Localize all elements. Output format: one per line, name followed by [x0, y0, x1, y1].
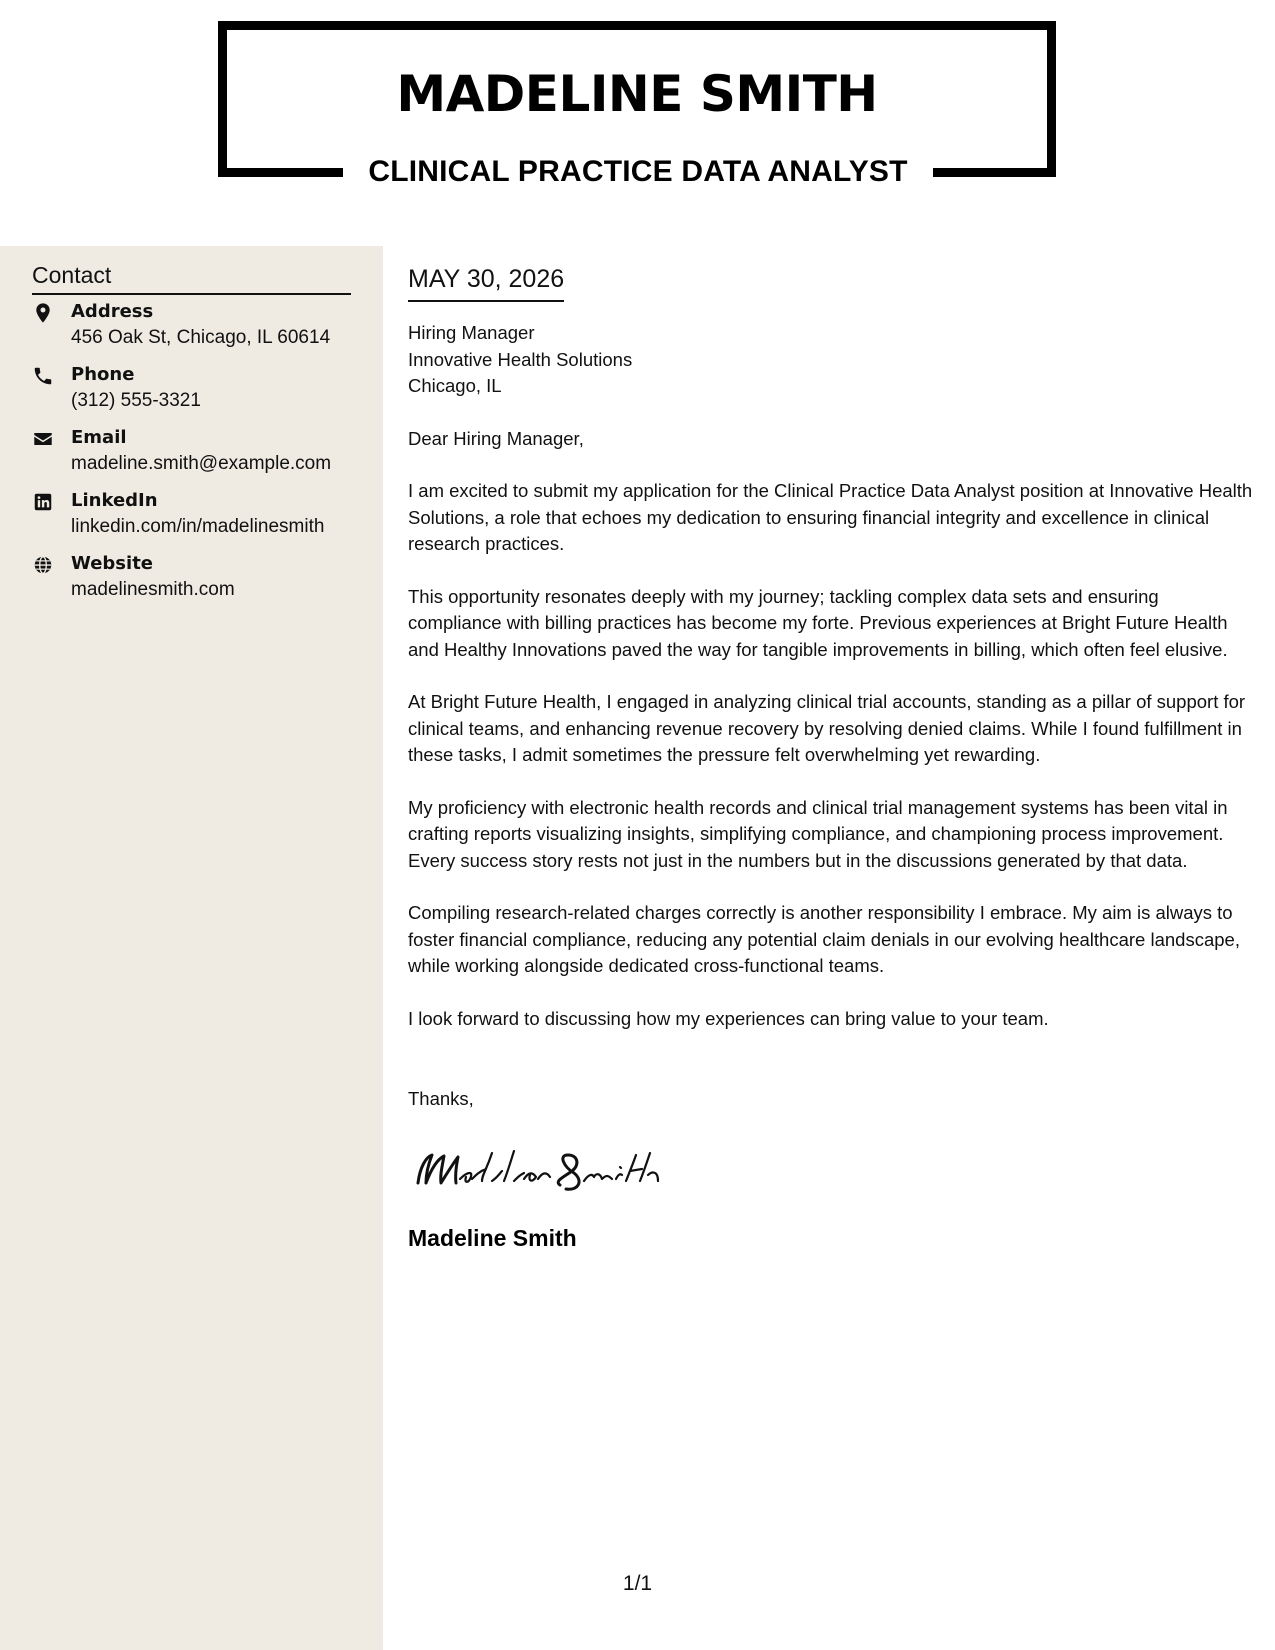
- letter-body: [408, 262, 1253, 1253]
- signer-name: Madeline Smith: [408, 1224, 577, 1251]
- body-paragraph: I am excited to submit my application for the Clinical Practice Data Analyst position at Innovative Health Solutions, a role that echoes my dedication to ensuring financial integrity and excellence in clinical research practices.: [408, 480, 1253, 554]
- contact-label: Email: [71, 427, 127, 448]
- salutation: Dear Hiring Manager,: [408, 427, 584, 449]
- body-paragraph: At Bright Future Health, I engaged in analyzing clinical trial accounts, standing as a pillar of support for clinical teams, and enhancing revenue recovery by resolving denied claims. While I found fulfillment in these tasks, I admit sometimes the pressure felt overwhelming yet rewarding.: [408, 691, 1246, 765]
- header-frame-bottom-left: [218, 168, 343, 177]
- body-paragraph: I look forward to discussing how my experiences can bring value to your team.: [408, 1007, 1049, 1029]
- contact-linkedin: [32, 489, 372, 541]
- recipient-line: Innovative Health Solutions: [408, 348, 633, 370]
- applicant-name: MADELINE SMITH: [396, 65, 878, 123]
- recipient-line: Hiring Manager: [408, 322, 535, 343]
- page-number: 1/1: [622, 1572, 653, 1595]
- globe-icon: [32, 554, 54, 576]
- contact-value: 456 Oak St, Chicago, IL 60614: [71, 327, 331, 348]
- contact-email: [32, 426, 372, 478]
- map-pin-icon: [32, 302, 54, 324]
- body-paragraph: This opportunity resonates deeply with my journey; tackling complex data sets and ensuring compliance with billing practices has become my forte. Previous experiences at Bright Future Health and Healthy Innovations paved the way for tangible improvements in billing, which often feel elusive.: [408, 585, 1228, 660]
- contact-address: [32, 300, 372, 352]
- body-paragraph: My proficiency with electronic health records and clinical trial management systems has been vital in crafting reports visualizing insights, simplifying compliance, and championing process improvement. Every success story rests not just in the numbers but in the discussions generated by that data.: [408, 796, 1228, 871]
- header-frame-bottom-right: [933, 168, 1056, 177]
- contact-label: Address: [71, 301, 154, 322]
- contact-phone: [32, 363, 372, 415]
- contact-value: madelinesmith.com: [71, 579, 235, 600]
- envelope-icon: [32, 428, 54, 450]
- signature-image: [408, 1141, 668, 1201]
- contact-label: Website: [71, 553, 154, 574]
- recipient-block: [408, 320, 1253, 400]
- contact-value: (312) 555-3321: [71, 390, 201, 411]
- letter-date: MAY 30, 2026: [408, 262, 564, 302]
- linkedin-icon: [32, 491, 54, 513]
- recipient-line: Chicago, IL: [408, 375, 502, 396]
- contact-value: linkedin.com/in/madelinesmith: [71, 516, 325, 537]
- contact-website: [32, 552, 372, 604]
- job-title: CLINICAL PRACTICE DATA ANALYST: [368, 155, 908, 188]
- closing: Thanks,: [408, 1088, 474, 1109]
- contact-value: madeline.smith@example.com: [71, 453, 332, 474]
- body-paragraph: Compiling research-related charges correctly is another responsibility I embrace. My aim is always to foster financial compliance, reducing any potential claim denials in our evolving healthcare landscape, while working alongside dedicated cross-functional teams.: [408, 902, 1240, 976]
- contact-heading: Contact: [32, 260, 351, 295]
- contact-label: Phone: [71, 364, 135, 385]
- phone-icon: [32, 365, 54, 387]
- contact-label: LinkedIn: [71, 490, 158, 511]
